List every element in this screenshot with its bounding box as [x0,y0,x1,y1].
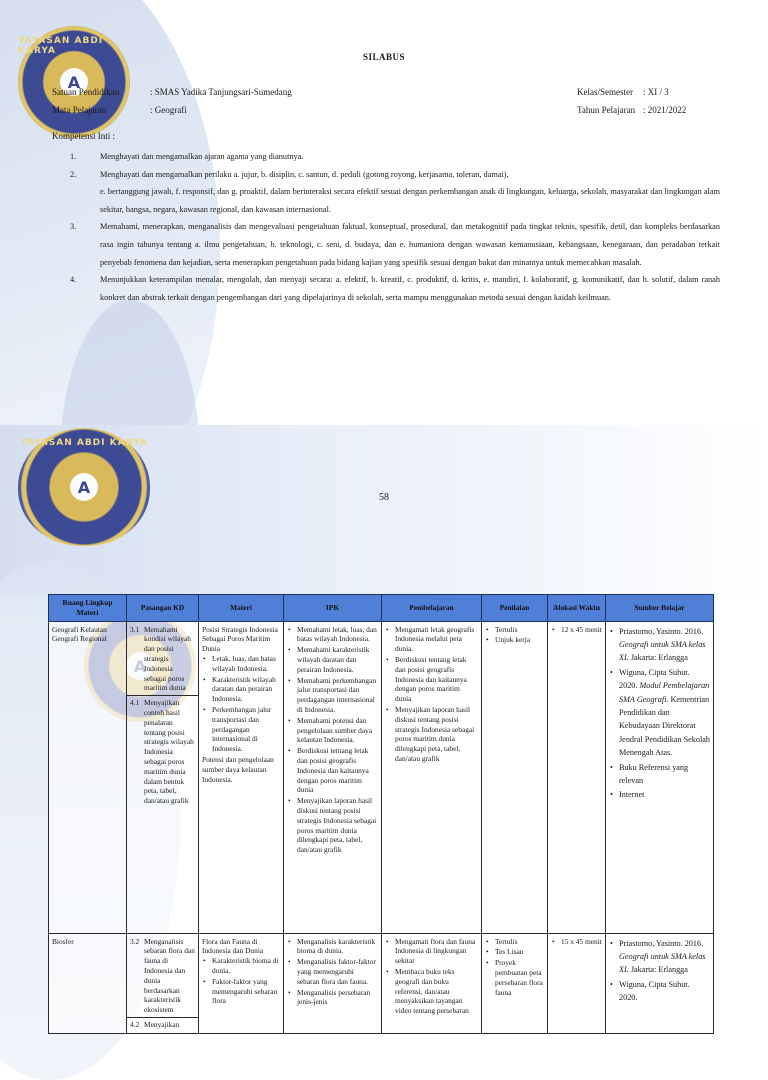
list-item: • Letak, luas, dan batas wilayah Indonesia. [202,654,280,674]
list-item: • Memahami potensi dan pengelolaan sumber daya kelautan Indonesia. [287,716,378,745]
column-header: Ruang Lingkup Materi [49,595,127,622]
logo-mark: A [60,68,88,96]
alokasi-list [551,937,602,947]
ipk-list [287,625,378,855]
kd-code: 3.2 [130,936,140,946]
pembelajaran-cell [382,933,482,1033]
kd-item [130,698,195,806]
kd-divider [127,1017,198,1018]
kompetensi-text: Menghayati dan mengamalkan ajaran agama yang dianutnya. [100,152,304,161]
kd-text: Menganalisis sebaran flora dan fauna di Indonesia dan dunia berdasarkan karakteristik ekosistem [144,936,195,1015]
sumber-cell [606,933,714,1033]
logo-mark: A [70,473,98,501]
alokasi-cell [548,621,606,933]
kompetensi-number: 2. [70,169,77,179]
sumber-text: Wiguna, Cipta Suhut. 2020. [619,667,690,691]
page-number: 58 [379,492,389,503]
sumber-list [609,625,710,802]
syllabus-table [48,594,714,1034]
sumber-text: Priastomo, Yasinto. 2016. [619,938,704,948]
sumber-title: Geografi untuk SMA kelas XI. [619,640,706,663]
list-item: • Menyajikan laporan hasil diskusi tentang posisi strategis Indonesia sebagai poros maritim dunia dilengkapi peta, tabel, dan/atau grafik [287,796,378,855]
alokasi-list [551,625,602,635]
class-value: : XI / 3 [643,87,669,97]
year-label: Tahun Pelajaran [577,105,636,115]
sumber-text: Jakarta: Erlangga [628,965,688,975]
ipk-cell [284,621,382,933]
list-item: • Memahami perkembangan jalur transportasi dan perdagangan internasional di Indonesia. [287,676,378,715]
materi-tail: Potensi dan pengelolaan sumber daya kelautan Indonesia. [202,754,274,784]
school-label: Satuan Pendidikan [52,87,120,97]
sumber-title: Geografi untuk SMA kelas XI. [619,952,706,975]
kd-text: Menyajikan contoh hasil penalaran tentang posisi strategis wilayah Indonesia sebagai poros maritim dunia dalam bentuk peta, tabel, dan/atau grafik [144,698,194,806]
list-item: • Karakteristik bioma di dunia. [202,956,280,976]
kompetensi-text: Menghayati dan mengamalkan perilaku a. jujur, b. disiplin, c. santun, d. peduli (gotong royong, kerjasama, toleran, damai), [100,169,509,179]
materi-cell [199,621,284,933]
kompetensi-item [52,271,720,306]
kd-code: 4.2 [130,1019,140,1029]
sumber-text: Wiguna, Cipta Suhut. 2020. [619,979,690,1003]
kd-code: 3.1 [130,624,140,634]
list-item: • Menyajikan laporan hasil diskusi tentang posisi strategis Indonesia sebagai poros maritim dunia dilengkapi peta, tabel, dan/atau grafik [385,705,478,764]
list-item: • Tertulis [485,937,544,947]
list-item: • Berdiskusi tentang letak dan posisi geografis Indonesia dan kaitannya dengan poros maritim dunia [385,655,478,704]
ipk-list [287,937,378,1008]
list-item [609,625,710,665]
kompetensi-heading: Kompetensi Inti : [52,131,115,141]
document-title: SILABUS [362,52,406,62]
materi-list [202,654,280,754]
list-item: • Berdiskusi tentang letak dan posisi geografis Indonesia dan kaitannya dengan poros maritim dunia [287,746,378,795]
column-header: Penilaian [482,595,548,622]
list-item [609,937,710,977]
alokasi-cell [548,933,606,1033]
sumber-text: Buku Referensi yang relevan [619,762,689,786]
penilaian-cell [482,621,548,933]
kompetensi-item [52,148,720,166]
list-item: • Perkembangan jalur transportasi dan perdagangan internasional di Indonesia. [202,705,280,754]
sumber-list [609,937,710,1005]
pembelajaran-list [385,937,478,1016]
class-label: Kelas/Semester [577,87,633,97]
kd-divider [127,695,198,696]
sumber-text: Priastomo, Yasinto. 2016. [619,626,704,636]
kd-code: 4.1 [130,698,140,708]
logo-text: YAYASAN ABDI KARYA [18,36,104,56]
kd-item [130,1020,195,1030]
year-value: : 2021/2022 [643,105,687,115]
list-item [609,788,710,801]
column-header: Pasangan KD [127,595,199,622]
list-item [609,978,710,1005]
list-item: • Mengamati letak geografis Indonesia melalui peta dunia. [385,625,478,654]
list-item: • Proyek pembuatan peta persebaran flora fauna [485,958,544,997]
ruang-cell: Biosfer [49,933,127,1033]
table-row [49,933,714,1033]
penilaian-cell [482,933,548,1033]
pembelajaran-cell [382,621,482,933]
kd-text: Memahami kondisi wilayah dan posisi strategis Indonesia sebagai poros maritim dunia [144,624,192,693]
kompetensi-number: 4. [70,275,77,285]
kompetensi-item [52,166,720,184]
materi-cell [199,933,284,1033]
kd-item [130,625,195,694]
table-header-row [49,595,714,622]
materi-list [202,956,280,1006]
ipk-cell [284,933,382,1033]
list-item: • Menganalisis persebaran jenis-jenis [287,988,378,1008]
kompetensi-list [52,148,720,306]
list-item: • Faktor-faktor yang memengaruhi sebaran flora [202,977,280,1006]
column-header: Sumber Belajar [606,595,714,622]
column-header: Materi [199,595,284,622]
subject-value: : Geografi [150,105,187,115]
pembelajaran-list [385,625,478,764]
kd-cell [127,621,199,933]
kompetensi-text: Menunjukkan keterampilan menalar, mengolah, dan menyaji secara: a. efektif, b. kreatif, c. produktif, d. kritis, e. mandiri, f. kolaboratif, g. komunikatif, dan h. solutif, dalam ranah konkret dan abstrak terkait dengan pengembangan dari yang dipelajarinya di sekolah, serta mampu menggunakan metoda sesuai dengan kaidah keilmuan. [100,275,720,302]
table-row [49,621,714,933]
list-item: • 12 x 45 menit [551,625,602,635]
sumber-text: Jakarta: Erlangga [628,653,688,663]
list-item: • Karakteristik wilayah daratan dan perairan Indonesia. [202,675,280,704]
ruang-cell: Geografi Kelautan Geografi Regional [49,621,127,933]
list-item: • Menganalisis faktor-faktor yang memengaruhi sebaran flora dan fauna. [287,957,378,986]
school-value: : SMAS Yadika Tanjungsari-Sumedang [150,87,292,97]
sumber-text: Internet [619,790,645,800]
sumber-cell [606,621,714,933]
list-item: • Tes Lisan [485,947,544,957]
kompetensi-item [52,218,720,271]
column-header: Pembelajaran [382,595,482,622]
list-item [609,761,710,788]
sumber-text: Kementrian Pendidikan dan Kebudayaan Direktorat Jendral Pendidikan Sekolah Menengah Atas. [619,694,710,758]
list-item [609,666,710,760]
list-item: • Menganalisis karakteristik bioma di dunia. [287,937,378,957]
kd-cell [127,933,199,1033]
list-item: • Memahami letak, luas, dan batas wilayah Indonesia. [287,625,378,645]
column-header: IPK [284,595,382,622]
materi-lead: Posisi Strategis Indonesia Sebagai Poros Maritim Dunia [202,624,278,654]
kompetensi-text: Memahami, menerapkan, menganalisis dan mengevaluasi pengetahuan faktual, konseptual, prosedural, dan metakognitif pada tingkat teknis, spesifik, detil, dan kompleks berdasarkan rasa ingin tahunya tentang a. ilmu pengetahuan, b. teknologi, c. seni, d. budaya, dan e. humaniora dengan wawasan kemanusiaan, kebangsaan, kenegaraan, dan peradaban terkait penyebab fenomena dan kejadian, serta menerapkan pengetahuan pada bidang kajian yang spesifik sesuai dengan bakat dan minatnya untuk memecahkan masalah. [100,222,720,267]
list-item: • 15 x 45 menit [551,937,602,947]
kompetensi-number: 1. [70,152,77,161]
kompetensi-number: 3. [70,222,77,232]
kd-text: Menyajikan [144,1019,180,1029]
list-item: • Unjuk kerja [485,635,544,645]
column-header: Alokasi Waktu [548,595,606,622]
logo-text: YAYASAN ABDI KARYA [20,438,148,448]
penilaian-list [485,625,544,646]
sumber-title: Modul Pembelajaran SMA Geografi. [619,681,710,704]
materi-lead: Flora dan Fauna di Indonesia dan Dunia [202,936,264,956]
list-item: • Tertulis [485,625,544,635]
kompetensi-continuation: e. bertanggung jawab, f. responsif, dan g. proaktif, dalam berinteraksi secara efektif sesuai dengan perkembangan anak di lingkungan, keluarga, sekolah, masyarakat dan lingkungan alam sekitar, bangsa, negara, kawasan regional, dan kawasan internasional. [100,187,720,214]
penilaian-list [485,937,544,998]
kd-item [130,937,195,1015]
subject-label: Mata Pelajaran [52,105,107,115]
list-item: • Mengamati flora dan fauna Indonesia di lingkungan sekitar [385,937,478,966]
list-item: • Membaca buku teks geografi dan buku referensi, dan/atau menyaksikan tayangan video tentang persebaran [385,967,478,1016]
list-item: • Memahami karakteristik wilayah daratan dan perairan Indonesia. [287,645,378,674]
